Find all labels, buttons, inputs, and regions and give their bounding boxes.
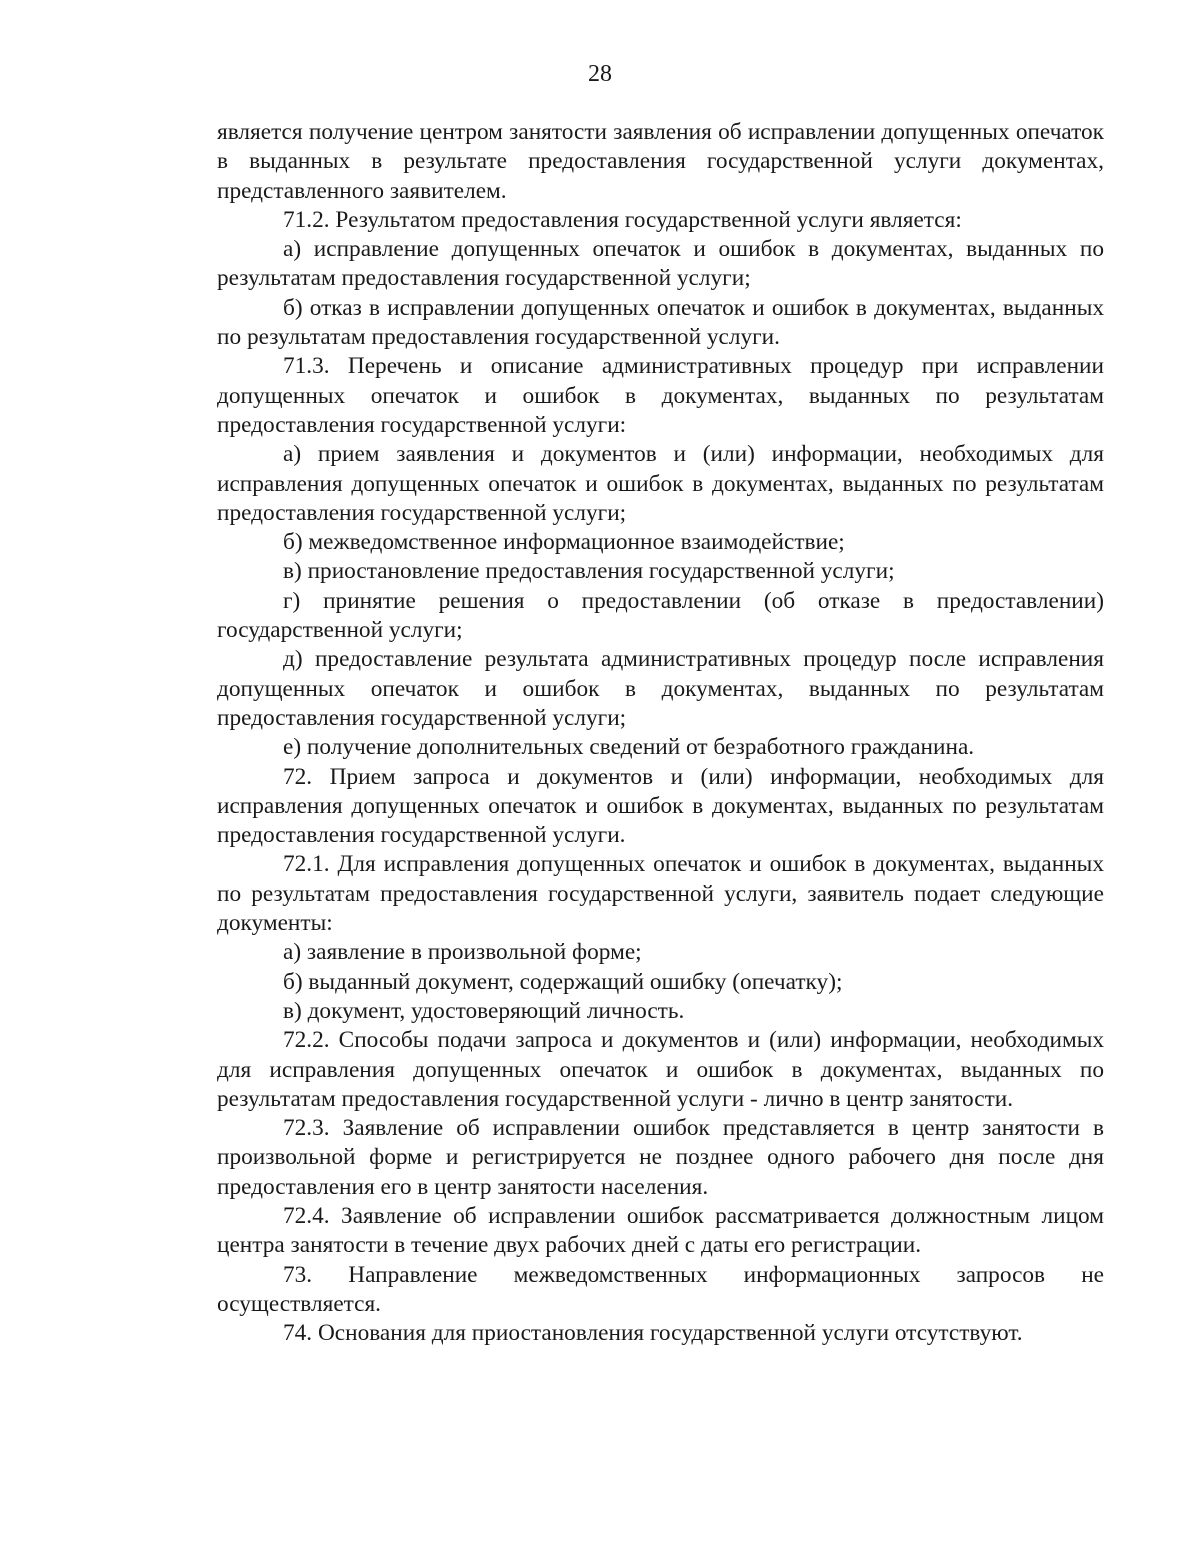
paragraph-74: 74. Основания для приостановления государственной услуги отсутствуют.: [283, 1320, 1023, 1347]
paragraph-71-2-a: а) исправление допущенных опечаток и ошибок в документах, выданных по результатам предоставления государственной услуги;: [217, 236, 1104, 292]
paragraph-73: 73. Направление межведомственных информационных запросов не осуществляется.: [217, 1261, 1104, 1317]
page-number: 28: [588, 61, 612, 87]
paragraph-71-2-b: б) отказ в исправлении допущенных опечаток и ошибок в документах, выданных по результатам предоставления государственной услуги.: [217, 294, 1104, 351]
paragraph-71-3-e: е) получение дополнительных сведений от безработного гражданина.: [283, 734, 975, 761]
paragraph-71-3-a: а) прием заявления и документов и (или) информации, необходимых для исправления допущенных опечаток и ошибок в документах, выданных по результатам предоставления государственной услуги;: [217, 441, 1104, 526]
paragraph-72-3: 72.3. Заявление об исправлении ошибок представляется в центр занятости в произвольной форме и регистрируется не позднее одного рабочего дня после дня предоставления его в центр занятости населения.: [217, 1115, 1104, 1200]
paragraph-71-3-g: г) принятие решения о предоставлении (об отказе в предоставлении) государственной услуги;: [217, 587, 1104, 644]
paragraph-72-1: 72.1. Для исправления допущенных опечаток и ошибок в документах, выданных по результатам предоставления государственной услуги, заявитель подает следующие документы:: [217, 851, 1104, 937]
paragraph-72-1-b: б) выданный документ, содержащий ошибку (опечатку);: [283, 968, 843, 995]
paragraph-71-3-b: б) межведомственное информационное взаимодействие;: [283, 529, 845, 556]
paragraph-71-3-d: д) предоставление результата административных процедур после исправления допущенных опечаток и ошибок в документах, выданных по результатам предоставления государственной услуги;: [217, 646, 1104, 731]
paragraph-71-3-v: в) приостановление предоставления государственной услуги;: [283, 558, 895, 585]
document-body: [217, 118, 1104, 1348]
paragraph-72-2: 72.2. Способы подачи запроса и документов и (или) информации, необходимых для исправления допущенных опечаток и ошибок в документах, выданных по результатам предоставления государственной услуги - лично в центр занятости.: [217, 1027, 1104, 1112]
paragraph-72-1-a: а) заявление в произвольной форме;: [283, 939, 642, 966]
paragraph-continuation: является получение центром занятости заявления об исправлении допущенных опечаток в выданных в результате предоставления государственной услуги документах, представленного заявителем.: [217, 119, 1104, 204]
paragraph-71-3: 71.3. Перечень и описание административных процедур при исправлении допущенных опечаток и ошибок в документах, выданных по результатам предоставления государственной услуги:: [217, 353, 1104, 438]
paragraph-72: 72. Прием запроса и документов и (или) информации, необходимых для исправления допущенных опечаток и ошибок в документах, выданных по результатам предоставления государственной услуги.: [217, 763, 1104, 849]
paragraph-72-4: 72.4. Заявление об исправлении ошибок рассматривается должностным лицом центра занятости в течение двух рабочих дней с даты его регистрации.: [217, 1202, 1104, 1259]
paragraph-71-2: 71.2. Результатом предоставления государственной услуги является:: [283, 206, 962, 233]
paragraph-72-1-v: в) документ, удостоверяющий личность.: [283, 997, 685, 1024]
